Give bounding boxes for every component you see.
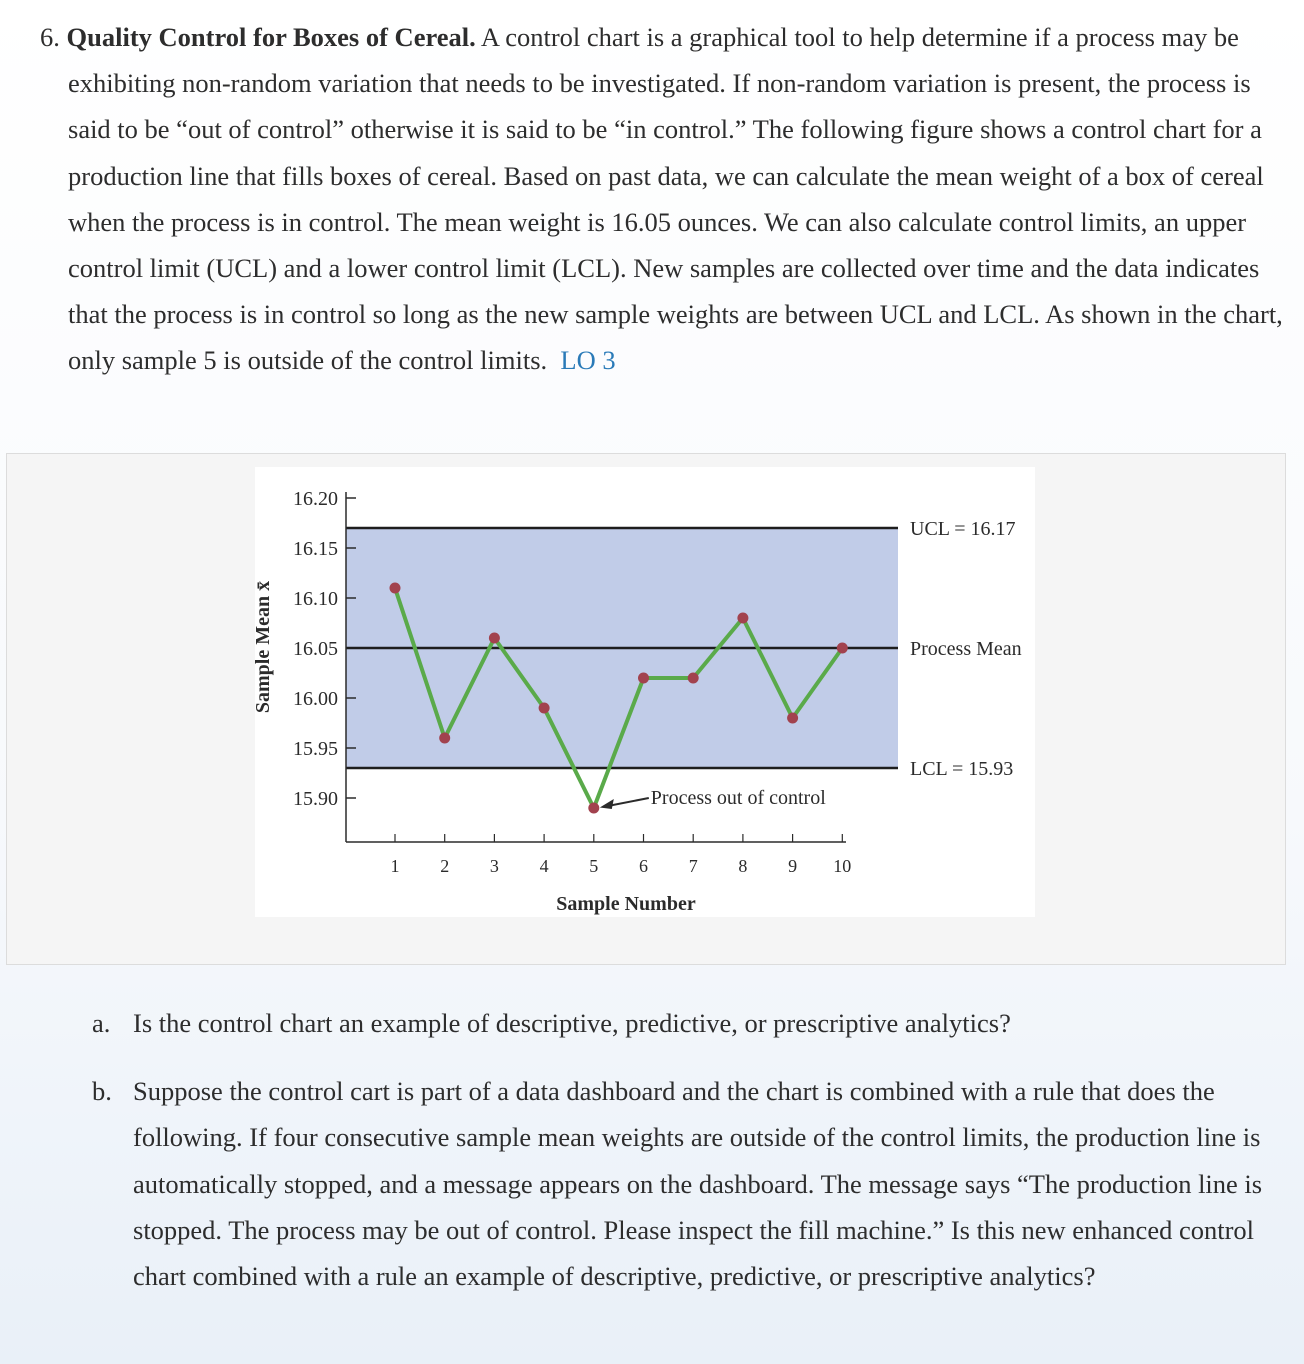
x-tick-label: 8 [738, 856, 748, 876]
annotation-arrow-line [608, 798, 649, 806]
question-text: Is the control chart an example of descriptive, predictive, or prescriptive analytics? [133, 1008, 1011, 1038]
problem-title: Quality Control for Boxes of Cereal. [66, 22, 476, 52]
question-a [92, 1000, 1282, 1046]
data-point [737, 613, 748, 624]
lo-link[interactable]: LO 3 [560, 345, 616, 376]
data-point [688, 673, 699, 684]
process-mean-label: Process Mean [910, 638, 1022, 660]
question-letter: a. [92, 1008, 111, 1038]
y-tick-label: 15.95 [293, 738, 338, 760]
x-axis-label: Sample Number [556, 893, 696, 915]
data-point [489, 633, 500, 644]
data-point [439, 733, 450, 744]
problem-number: 6. [40, 22, 60, 52]
y-tick-label: 16.10 [293, 588, 338, 610]
x-tick-label: 6 [639, 856, 648, 876]
ucl-label: UCL = 16.17 [910, 518, 1016, 540]
data-point [390, 583, 401, 594]
x-tick-label: 5 [589, 856, 599, 876]
problem-paragraph [40, 14, 1290, 384]
y-tick-label: 16.20 [293, 488, 338, 510]
control-chart [252, 467, 1035, 917]
x-tick-label: 7 [688, 856, 698, 876]
y-tick-label: 16.05 [293, 638, 338, 660]
out-of-control-annotation [600, 787, 826, 809]
control-chart-svg [252, 467, 1035, 917]
x-tick-label: 3 [489, 856, 499, 876]
x-tick-label: 4 [539, 856, 549, 876]
problem-statement [40, 14, 1290, 384]
question-b [92, 1068, 1282, 1299]
data-point [787, 713, 798, 724]
problem-body: A control chart is a graphical tool to help determine if a process may be exhibiting non-random variation that needs to be investigated. If non-random variation is present, the process is said to be “out of control” otherwise it is said to be “in control.” The following figure shows a control chart for a production line that fills boxes of cereal. Based on past data, we can calculate the mean weight of a box of cereal when the process is in control. The mean weight is 16.05 ounces. We can also calculate control limits, an upper control limit (UCL) and a lower control limit (LCL). New samples are collected over time and the data indicates that the process is in control so long as the new sample weights are between UCL and LCL. As shown in the chart, only sample 5 is outside of the control limits. [68, 22, 1283, 376]
y-axis-label: Sample Mean x̄ [252, 580, 274, 714]
data-point [588, 803, 599, 814]
annotation-text: Process out of control [650, 787, 826, 809]
question-letter: b. [92, 1076, 112, 1107]
data-point [539, 703, 550, 714]
x-tick-label: 1 [390, 856, 400, 876]
x-tick-label: 2 [440, 856, 450, 876]
data-point [837, 643, 848, 654]
x-tick-label: 9 [788, 856, 798, 876]
annotation-arrow-head [600, 799, 614, 809]
question-text: Suppose the control cart is part of a data dashboard and the chart is combined with a rule that does the following. If four consecutive sample mean weights are outside of the control limits, the production line is automatically stopped, and a message appears on the dashboard. The message says “The production line is stopped. The process may be out of control. Please inspect the fill machine.” Is this new enhanced control chart combined with a rule an example of descriptive, predictive, or prescriptive analytics? [133, 1076, 1263, 1292]
data-point [638, 673, 649, 684]
questions-list [92, 1000, 1282, 1321]
y-tick-label: 16.00 [293, 688, 338, 710]
y-tick-label: 16.15 [293, 538, 338, 560]
x-tick-label: 10 [833, 856, 852, 876]
y-tick-label: 15.90 [293, 788, 338, 810]
lcl-label: LCL = 15.93 [910, 758, 1014, 780]
